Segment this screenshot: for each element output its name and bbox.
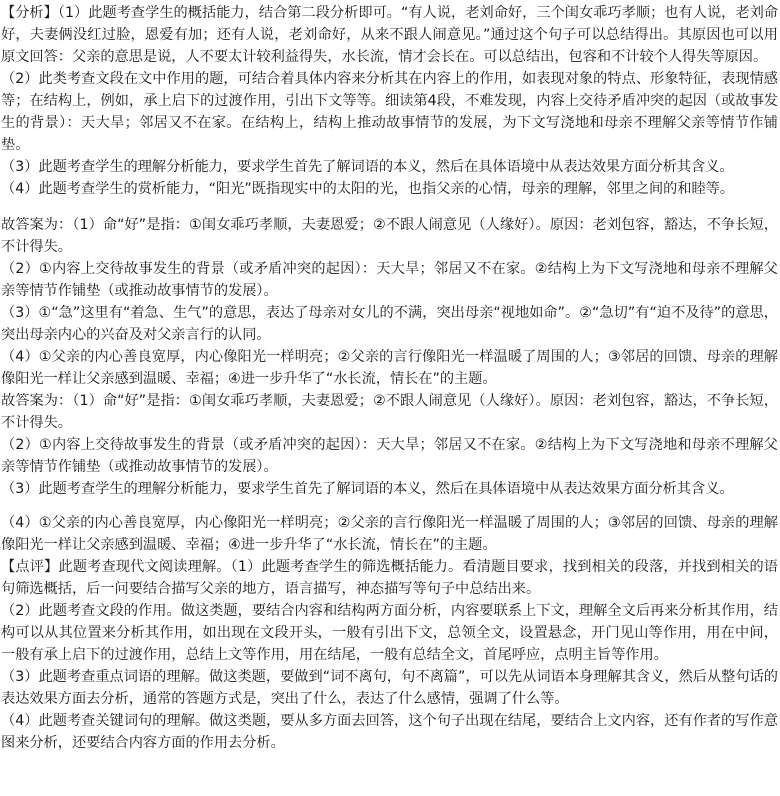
answer-1-heading: 故答案为：（1）命“好”是指：①闺女乖巧孝顺，夫妻恩爱；②不跟人闹意见（人缘好）。原因：老刘包容，豁达，不争长短，不计得失。 <box>1 217 778 255</box>
answer-1-point-3: （3）①“急”这里有“着急、生气”的意思，表达了母亲对女儿的不满，突出母亲“视地如命”。②“急切”有“迫不及待”的意思，突出母亲内心的兴奋及对父亲言行的认同。 <box>1 305 778 343</box>
comment-point-2: （2）此题考查文段的作用。做这类题，要结合内容和结构两方面分析，内容要联系上下文，理解全文后再来分析其作用，结构可以从其位置来分析其作用，如出现在文段开头，一般有引出下文，总领全文，设置悬念，开门见山等作用，用在中间，一般有承上启下的过渡作用，总结上文等作用，用在结尾，一般有总结全文，首尾呼应，点明主旨等作用。 <box>1 603 778 663</box>
comment-intro-paragraph: 【点评】此题考查现代文阅读理解。（1）此题考查学生的筛选概括能力。看清题目要求，找到相关的段落，并找到相关的语句筛选概括，后一问要结合描写父亲的地方，语言描写，神态描写等句子中总结出来。 <box>1 559 778 597</box>
section-spacer <box>0 200 778 214</box>
answer-1-point-2: （2）①内容上交待故事发生的背景（或矛盾冲突的起因）：天大旱；邻居又不在家。②结构上为下文写浇地和母亲不理解父亲等情节作铺垫（或推动故事情节的发展）。 <box>1 261 778 299</box>
answer-1-point-4: （4）①父亲的内心善良宽厚，内心像阳光一样明亮；②父亲的言行像阳光一样温暖了周围的人；③邻居的回馈、母亲的理解像阳光一样让父亲感到温暖、幸福；④进一步升华了“水长流，情长在”的主题。 <box>1 349 778 387</box>
analysis-point-4: （4）此题考查学生的赏析能力，“阳光”既指现实中的太阳的光，也指父亲的心情，母亲的理解，邻里之间的和睦等。 <box>1 181 735 197</box>
answer-2-heading: 故答案为：（1）命“好”是指：①闺女乖巧孝顺，夫妻恩爱；②不跟人闹意见（人缘好）。原因：老刘包容，豁达，不争长短，不计得失。 <box>1 393 778 431</box>
document-body <box>0 2 778 754</box>
answer-2-point-4: （4）①父亲的内心善良宽厚，内心像阳光一样明亮；②父亲的言行像阳光一样温暖了周围的人；③邻居的回馈、母亲的理解像阳光一样让父亲感到温暖、幸福；④进一步升华了“水长流，情长在”的主题。 <box>1 515 778 553</box>
answer-2-point-2: （2）①内容上交待故事发生的背景（或矛盾冲突的起因）：天大旱；邻居又不在家。②结构上为下文写浇地和母亲不理解父亲等情节作铺垫（或推动故事情节的发展）。 <box>1 437 778 475</box>
analysis-point-3: （3）此题考查学生的理解分析能力，要求学生首先了解词语的本义，然后在具体语境中从表达效果方面分析其含义。 <box>1 159 734 175</box>
analysis-intro-paragraph: 【分析】（1）此题考查学生的概括能力，结合第二段分析即可。“有人说，老刘命好，三个闺女乖巧孝顺；也有人说，老刘命好，夫妻俩没红过脸，恩爱有加；还有人说，老刘命好，从来不跟人闹意见。”通过这个句子可以总结得出。其原因也可以用原文回答：父亲的意思是说，人不要太计较利益得失，水长流，情才会长在。可以总结出，包容和不计较个人得失等原因。 <box>1 5 778 65</box>
answer-2-point-3: （3）此题考查学生的理解分析能力，要求学生首先了解词语的本义，然后在具体语境中从表达效果方面分析其含义。 <box>1 481 734 497</box>
section-spacer-small <box>0 500 778 512</box>
comment-point-4: （4）此题考查关键词句的理解。做这类题，要从多方面去回答，这个句子出现在结尾，要结合上文内容，还有作者的写作意图来分析，还要结合内容方面的作用去分析。 <box>1 713 778 751</box>
analysis-point-2: （2）此类考查文段在文中作用的题，可结合着具体内容来分析其在内容上的作用，如表现对象的特点、形象特征，表现情感等；在结构上，例如，承上启下的过渡作用，引出下文等等。细读第4段，不难发现，内容上交待矛盾冲突的起因（或故事发生的背景）：天大旱；邻居又不在家。在结构上，结构上推动故事情节的发展，为下文写浇地和母亲不理解父亲等情节作铺垫。 <box>1 71 778 153</box>
comment-point-3: （3）此题考查重点词语的理解。做这类题，要做到“词不离句，句不离篇”，可以先从词语本身理解其含义，然后从整句话的表达效果方面去分析，通常的答题方式是，突出了什么，表达了什么感情，强调了什么等。 <box>1 669 778 707</box>
